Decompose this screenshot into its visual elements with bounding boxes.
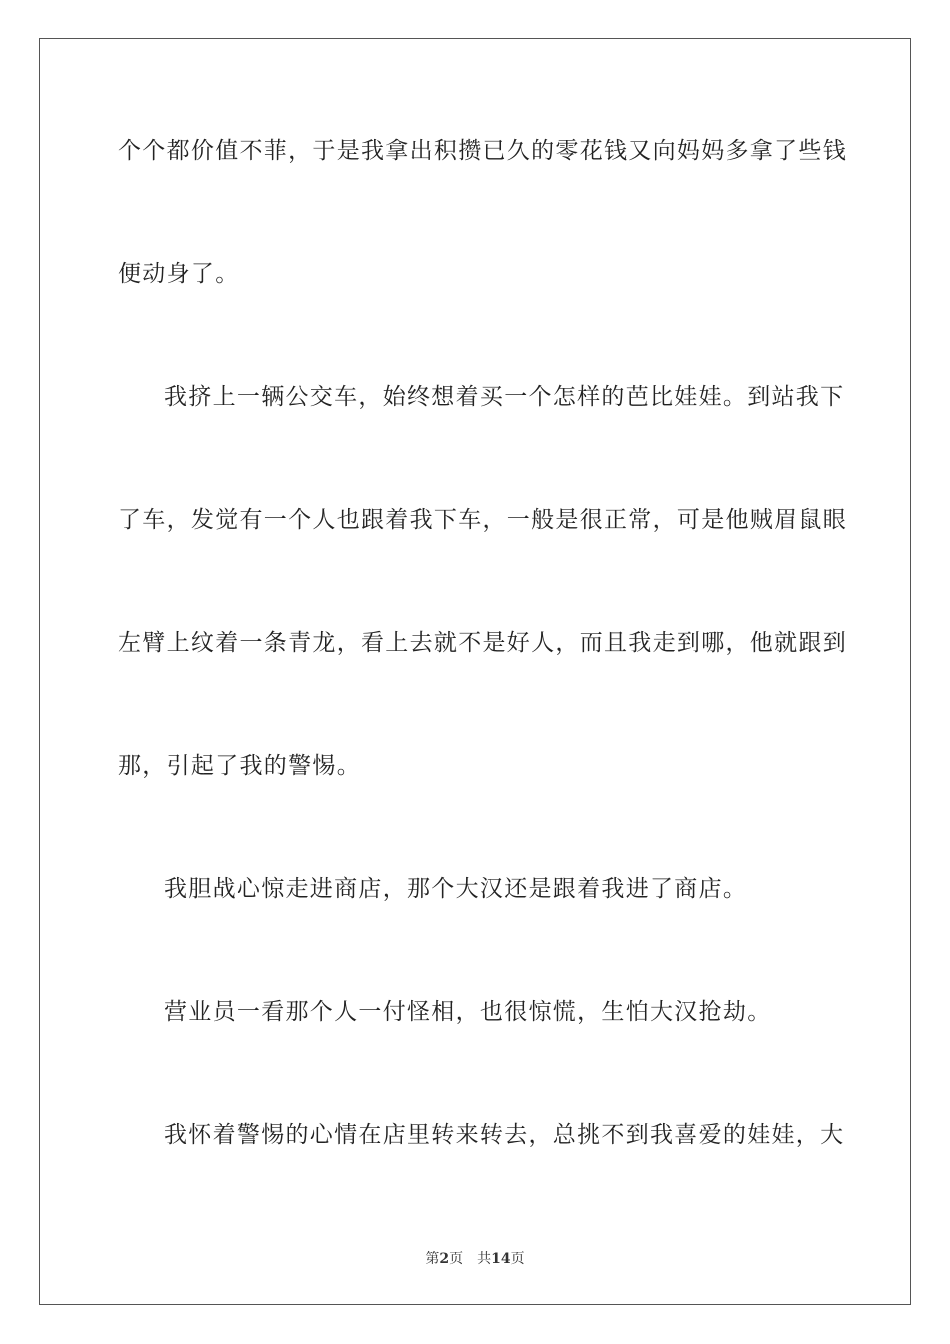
text-line: 了车，发觉有一个人也跟着我下车，一般是很正常，可是他贼眉鼠眼 [118, 507, 847, 533]
text-line: 个个都价值不菲，于是我拿出积攒已久的零花钱又向妈妈多拿了些钱 [118, 138, 847, 164]
text-line: 便动身了。 [118, 261, 240, 287]
page-frame [39, 38, 911, 1305]
page-number: 2 [439, 1251, 450, 1267]
paragraph-line: 我胆战心惊走进商店，那个大汉还是跟着我进了商店。 [164, 876, 748, 902]
total-suffix: 页 [510, 1251, 525, 1267]
text-line: 那，引起了我的警惕。 [118, 753, 361, 779]
total-pages: 14 [491, 1251, 511, 1267]
paragraph-line: 我怀着警惕的心情在店里转来转去，总挑不到我喜爱的娃娃，大 [164, 1122, 845, 1148]
text-line: 左臂上纹着一条青龙，看上去就不是好人，而且我走到哪，他就跟到 [118, 630, 847, 656]
page-prefix: 第 [425, 1251, 440, 1267]
page-footer [0, 1248, 950, 1268]
paragraph-line: 我挤上一辆公交车，始终想着买一个怎样的芭比娃娃。到站我下 [164, 384, 845, 410]
paragraph-line: 营业员一看那个人一付怪相，也很惊慌，生怕大汉抢劫。 [164, 999, 772, 1025]
page-suffix: 页 [449, 1251, 464, 1267]
total-prefix: 共 [477, 1251, 492, 1267]
